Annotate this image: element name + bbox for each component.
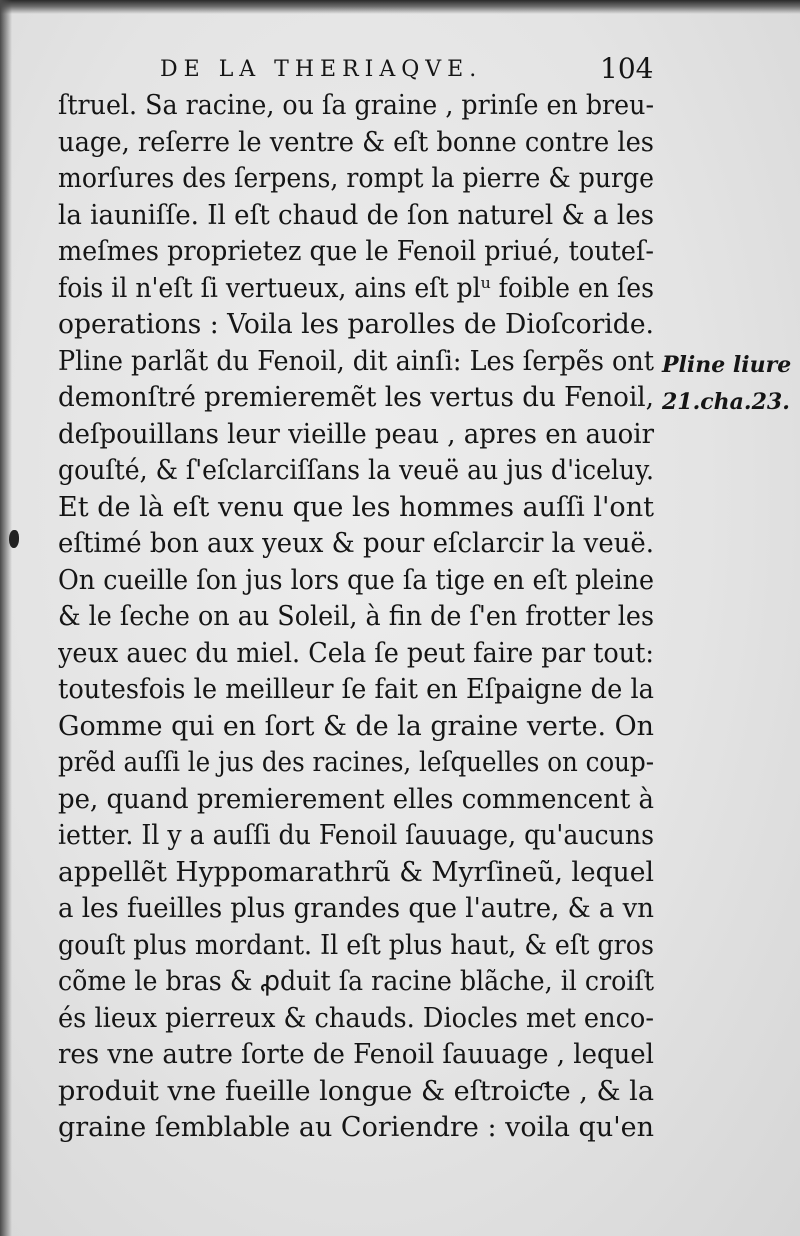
body-line: deſpouillans leur vieille peau , apres en auoir [58, 418, 654, 450]
body-line: pe, quand premierement elles commencent à [58, 783, 654, 815]
body-line: Gomme qui en ſort & de la graine verte. On [58, 710, 654, 742]
body-line: demonſtré premieremẽt les vertus du Fenoil, [58, 382, 654, 413]
body-line: fois il n'eſt ſi vertueux, ains eſt plᵘ foible en ſes [58, 272, 654, 304]
body-line: eſtimé bon aux yeux & pour eſclarcir la veuë. [58, 528, 654, 559]
body-line: gouſt plus mordant. Il eſt plus haut, & eſt gros [58, 929, 654, 961]
body-line: és lieux pierreux & chauds. Diocles met enco- [58, 1002, 654, 1034]
body-line: yeux auec du miel. Cela ſe peut faire par tout: [58, 637, 654, 669]
body-line: ſtruel. Sa racine, ou ſa graine , prinſe en breu- [58, 90, 654, 121]
margin-note-line-1: Pline liure [662, 352, 792, 378]
body-line: morſures des ſerpens, rompt la pierre & purge [58, 163, 654, 194]
body-line: uage, reſerre le ventre & eſt bonne contre les [58, 126, 654, 158]
body-line: gouſté, & ſ'eſclarciſſans la veuë au jus d'iceluy. [58, 455, 654, 486]
body-line: prẽd auſſi le jus des racines, leſquelles on coup- [58, 747, 654, 778]
body-line: appellẽt Hyppomarathrũ & Myrſineũ, lequel [58, 856, 654, 888]
margin-note-line-2: 21.cha.23. [662, 389, 790, 415]
body-line: cõme le bras & ꝓduit ſa racine blãche, il croiſt [58, 966, 654, 997]
body-line: graine ſemblable au Coriendre : voila qu'en [58, 1112, 654, 1143]
body-line: operations : Voila les parolles de Dioſcoride. [58, 309, 654, 340]
body-line: res vne autre ſorte de Fenoil ſauuage , lequel [58, 1039, 654, 1070]
body-line: meſmes proprietez que le Fenoil priué, touteſ- [58, 236, 654, 267]
body-text-block [58, 88, 658, 1147]
body-line: Et de là eſt venu que les hommes auſſi l'ont [58, 491, 654, 523]
body-line: Pline parlãt du Fenoil, dit ainſi: Les ſerpẽs ont [58, 345, 654, 377]
body-line: la iauniſſe. Il eſt chaud de ſon naturel & a les [58, 199, 654, 231]
page-top-shadow [0, 0, 800, 14]
page-gutter-shadow [0, 0, 12, 1236]
body-line: & le ſeche on au Soleil, à fin de ſ'en frotter les [58, 601, 654, 632]
body-line: a les fueilles plus grandes que l'autre, & a vn [58, 893, 654, 924]
body-line: toutesfois le meilleur ſe fait en Eſpaigne de la [58, 674, 654, 705]
body-line: produit vne fueille longue & eſtroiƈte , & la [58, 1075, 654, 1107]
ink-blot [9, 530, 19, 548]
page-number: 104 [600, 52, 654, 85]
body-line: On cueille ſon jus lors que ſa tige en eſt pleine [58, 564, 654, 596]
running-title: DE LA THERIAQVE. [160, 57, 483, 82]
body-line: ietter. Il y a auſſi du Fenoil ſauuage, qu'aucuns [58, 820, 654, 851]
